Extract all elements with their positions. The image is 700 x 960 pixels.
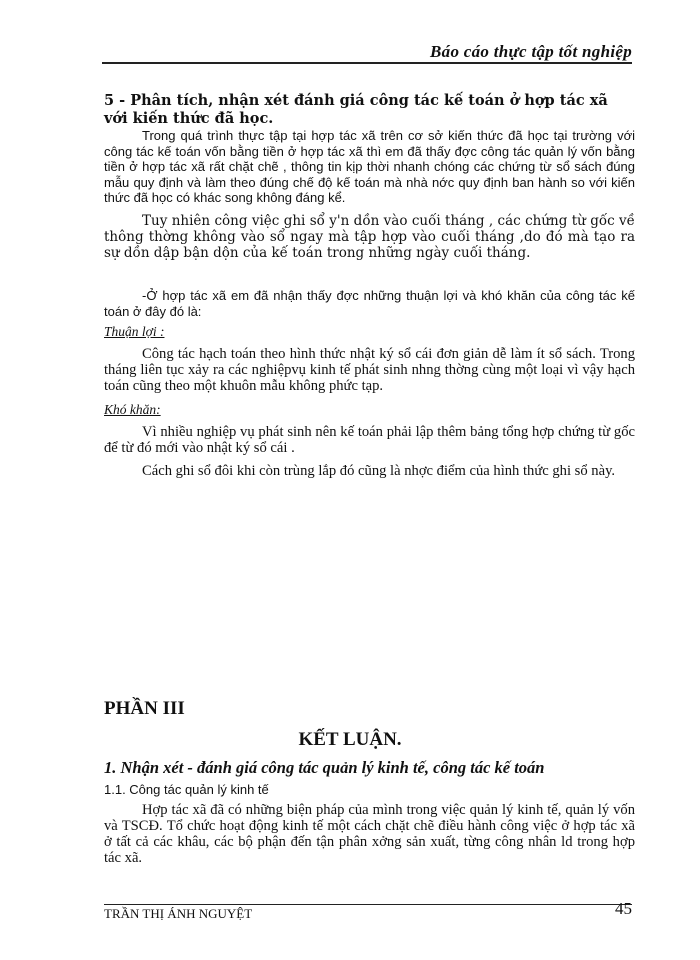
page-header — [102, 38, 632, 64]
section-5-paragraph-1: Trong quá trình thực tập tại hợp tác xã trên cơ sở kiến thức đã học tại trường với công tác kế toán vốn bằng tiền ở hợp tác xã thì em đã thấy đợc công tác quản lý vốn bằng tiền ở hợp tác xã rất chặt chẽ , thông tin kịp thời nhanh chóng các chứng từ sổ sách đúng mẫu quy định và làm theo đúng chế độ kế toán mà nhà nớc quy định ban hành so với kiến thức đã học có khác song không đáng kể. — [104, 128, 635, 205]
footer-author-text: TRẦN THỊ ÁNH NGUYỆT — [104, 906, 253, 921]
header-title: Báo cáo thực tập tốt nghiệp — [430, 42, 632, 61]
thuan-loi-paragraph: Công tác hạch toán theo hình thức nhật ký sổ cái đơn giản dễ làm ít sổ sách. Trong tháng liên tục xảy ra các nghiệpvụ kinh tế phát sinh nhng thờng cùng một loại vì vậy hạch toán cũng theo một khuôn mẫu không phức tạp. — [104, 346, 635, 394]
kho-khan-paragraph-1: Vì nhiều nghiệp vụ phát sinh nên kế toán phải lập thêm bảng tổng hợp chứng từ gốc để từ đó mới vào nhật ký sổ cái . — [104, 424, 635, 456]
conclusion-paragraph: Hợp tác xã đã có những biện pháp của mình trong việc quản lý kinh tế, quản lý vốn và TSCĐ. Tổ chức hoạt động kinh tế một cách chặt chẽ điều hành công việc ở hợp tác xã ở tất cả các khâu, các bộ phận đến tận phân xởng sản xuất, từng công nhân ld trong hợp tác xã. — [104, 802, 635, 866]
footer-author — [104, 903, 253, 921]
section-5-paragraph-3: -Ở hợp tác xã em đã nhận thấy đợc những thuận lợi và khó khăn của công tác kế toán ở đây đó là: — [104, 288, 635, 319]
kho-khan-label: Khó khăn: — [104, 402, 161, 417]
conclusion-title: KẾT LUẬN. — [298, 729, 402, 750]
section-5-paragraph-2: Tuy nhiên công việc ghi sổ y'n dồn vào cuối tháng , các chứng từ gốc về thông thờng không vào sổ ngay mà tập hợp vào cuối tháng ,do đó mà tạo ra sự dồn dập bận dộn của kế toán trong những ngày cuối tháng. — [104, 213, 635, 261]
section-1-1-heading: 1.1. Công tác quản lý kinh tế — [104, 782, 269, 797]
section-1-heading: 1. Nhận xét - đánh giá công tác quản lý kinh tế, công tác kế toán — [104, 758, 545, 777]
page-number: 45 — [615, 899, 632, 918]
part-label: PHẦN III — [104, 698, 185, 719]
kho-khan-paragraph-2: Cách ghi sổ đôi khi còn trùng lắp đó cũng là nhợc điểm của hình thức ghi sổ này. — [142, 463, 616, 479]
thuan-loi-label: Thuận lợi : — [104, 324, 165, 339]
section-5-heading: 5 - Phân tích, nhận xét đánh giá công tác kế toán ở hợp tác xã với kiến thức đã học. — [104, 92, 608, 127]
